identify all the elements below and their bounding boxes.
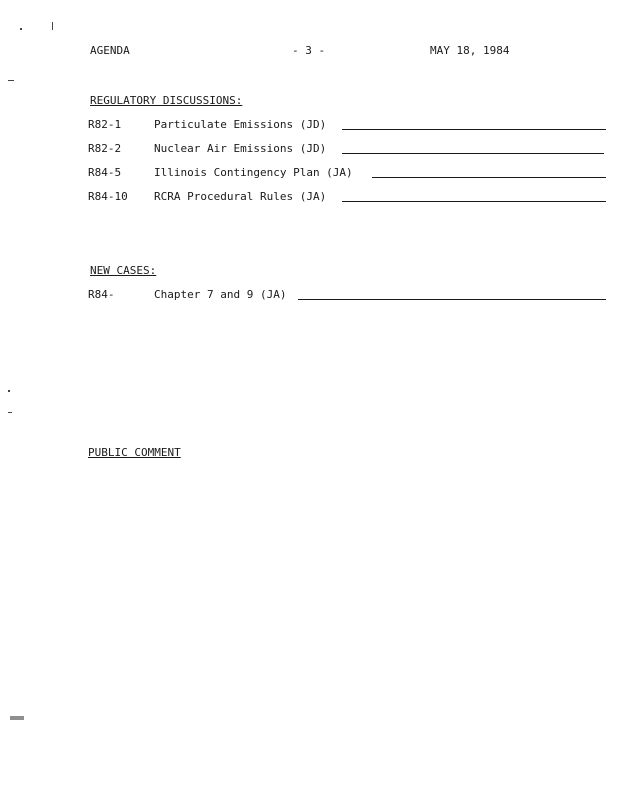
fill-line [342,129,606,130]
header-date: MAY 18, 1984 [430,44,510,57]
fill-line [298,299,606,300]
scan-speck [8,80,14,81]
scan-speck [10,716,24,720]
public-comment-heading: PUBLIC COMMENT [88,446,181,459]
item-code: R84-5 [88,166,122,179]
new-cases-heading: NEW CASES: [90,264,157,277]
item-title: RCRA Procedural Rules (JA) [154,190,327,203]
item-title: Nuclear Air Emissions (JD) [154,142,327,155]
regulatory-heading: REGULATORY DISCUSSIONS: [90,94,243,107]
scan-speck [8,390,10,392]
item-code: R82-2 [88,142,122,155]
page-number: - 3 - [292,44,326,57]
item-title: Chapter 7 and 9 (JA) [154,288,287,301]
item-code: R84-10 [88,190,128,203]
item-code: R82-1 [88,118,122,131]
fill-line [342,153,604,154]
item-title: Particulate Emissions (JD) [154,118,327,131]
scan-speck [52,22,53,30]
item-title: Illinois Contingency Plan (JA) [154,166,353,179]
scan-speck [8,412,12,413]
header-left: AGENDA [90,44,130,57]
item-code: R84- [88,288,115,301]
scan-speck [20,28,22,30]
fill-line [342,201,606,202]
fill-line [372,177,606,178]
